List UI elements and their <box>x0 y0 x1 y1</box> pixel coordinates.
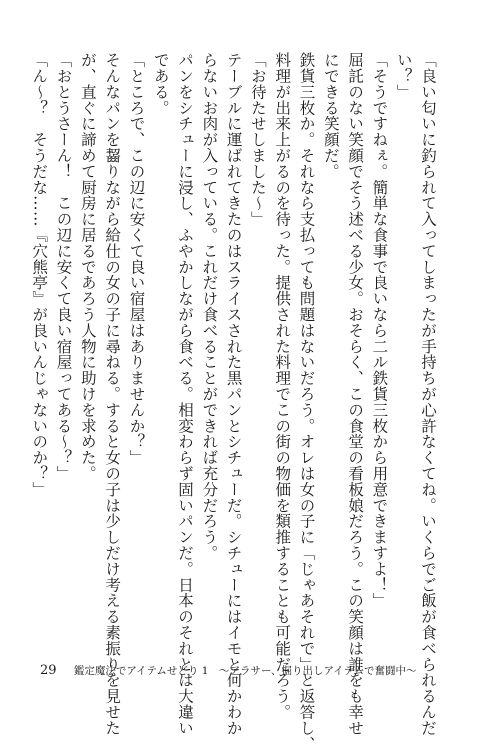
text-line: にできる笑顔だ。 <box>321 52 340 180</box>
running-title: 鑑定魔法でアイテムせどり 1 ～アラサー、掘り出しアイテムで奮闘中～ <box>73 665 417 677</box>
text-line: 料理が出来上がるのを待った。提供された料理でこの街の物価を類推することも可能だろう。 <box>273 52 292 720</box>
text-line: い？」 <box>394 52 413 100</box>
text-line: 屈託のない笑顔でそう述べる少女。おそらく、この食堂の看板娘だろう。この笑顔は誰をも幸せ <box>346 52 365 736</box>
text-line: 「お待たせしました～」 <box>248 52 267 227</box>
text-line: そんなパンを齧りながら給仕の女の子に尋ねる。すると女の子は少しだけ考える素振りを見せた <box>103 52 122 736</box>
text-line: らないお肉が入っている。これだけ食べることができれば充分だろう。 <box>200 52 219 561</box>
text-line: 「ところで、この辺に安くて良い宿屋はありませんか？」 <box>127 52 146 466</box>
page-number: 29 <box>40 663 57 678</box>
text-line: 「そうですねぇ。簡単な食事で良いなら二ル鉄貨三枚から用意できますよ！」 <box>370 52 389 609</box>
text-line: である。 <box>151 52 170 116</box>
text-line: パンをシチューに浸し、ふやかしながら食べる。相変わらず固いパンだ。日本のそれとは大違い <box>176 52 195 736</box>
text-line: 「ん～？ そうだな……『穴熊亭』が良いんじゃないのか？」 <box>30 52 49 498</box>
text-line: 「おとうさーん！ この辺に安くて良い宿屋ってある～？」 <box>54 52 73 482</box>
text-line: 鉄貨三枚か。それなら支払っても問題はないだろう。オレは女の子に「じゃあそれで」と返答し、 <box>297 52 316 752</box>
text-line: が、直ぐに諦めて厨房に居るであろう人物に助けを求めた。 <box>78 52 97 482</box>
text-line: 「良い匂いに釣られて入ってしまったが手持ちが心許なくてね。いくらでご飯が食べられるんだ <box>419 52 437 736</box>
page-footer <box>40 663 417 678</box>
text-line: テーブルに運ばれてきたのはスライスされた黒パンとシチューだ。シチューにはイモと何かわか <box>224 52 243 736</box>
